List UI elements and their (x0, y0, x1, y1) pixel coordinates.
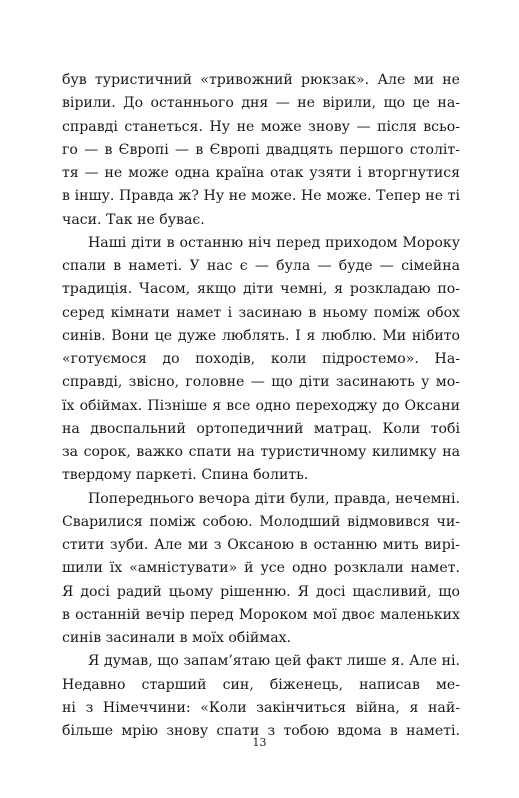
text-line: на двоспальний ортопедичний матрац. Коли тобі (62, 420, 460, 437)
text-line: за сорок, важко спати на туристичному килимку на (62, 444, 460, 460)
text-line: ні з Німеччини: «Коли закінчиться війна, я най- (62, 699, 460, 716)
text-line: Я думав, що запам’ятаю цей факт лише я. Але ні. (88, 653, 460, 670)
text-line: вірили. До останнього дня — не вірили, що це на- (62, 95, 460, 112)
paragraph-3 (62, 488, 460, 651)
text-line: справді, звісно, головне — що діти засинають у мо- (62, 374, 460, 391)
text-line: «готуємося до походів, коли підростемо». На- (62, 351, 460, 367)
text-line: часи. Так не буває. (62, 211, 205, 228)
text-line: синів засинали в моїх обіймах. (62, 630, 292, 646)
paragraph-1 (62, 69, 460, 232)
text-line: в останній вечір перед Мороком мої двоє маленьких (62, 606, 460, 623)
text-line: Попереднього вечора діти були, правда, нечемні. (88, 490, 460, 507)
text-line: серед кімнати намет і засинаю в ньому поміж обох (62, 304, 460, 321)
text-line: Недавно старший син, біженець, написав ме- (62, 676, 460, 693)
text-line: спали в наметі. У нас є — була — буде — сімейна (62, 258, 460, 274)
text-line: твердому паркеті. Спина болить. (62, 467, 309, 484)
paragraph-2 (62, 232, 460, 488)
text-line: Наші діти в останню ніч перед приходом Мороку (88, 234, 460, 251)
text-line: справді станеться. Ну не може знову — після всьо- (62, 118, 460, 135)
text-line: був туристичний «тривожний рюкзак». Але ми не (62, 72, 460, 88)
text-line: традиція. Часом, якщо діти чемні, я розкладаю по- (62, 281, 460, 298)
text-line: стити зуби. Але ми з Оксаною в останню мить вирі- (62, 537, 460, 553)
text-line: шили їх «амністувати» й усе одно розклали намет. (62, 560, 460, 577)
text-line: більше мрію знову спати з тобою вдома в наметі. (62, 723, 460, 739)
text-line: го — в Європі — в Європі двадцять першого століт- (62, 141, 460, 158)
body-text (62, 69, 460, 743)
paragraph-4 (62, 650, 460, 743)
text-line: Я досі радий цьому рішенню. Я досі щасливий, що (62, 583, 460, 600)
text-line: тя — не може одна країна отак узяти і вторгнутися (62, 165, 460, 181)
text-line: Сварилися поміж собою. Молодший відмовився чи- (62, 513, 460, 530)
text-line: в іншу. Правда ж? Ну не може. Не може. Тепер не ті (62, 188, 460, 205)
text-line: синів. Вони це дуже люблять. І я люблю. Ми нібито (62, 327, 460, 344)
text-line: їх обіймах. Пізніше я все одно переходжу до Оксани (62, 397, 460, 414)
page-number: 13 (252, 736, 267, 749)
